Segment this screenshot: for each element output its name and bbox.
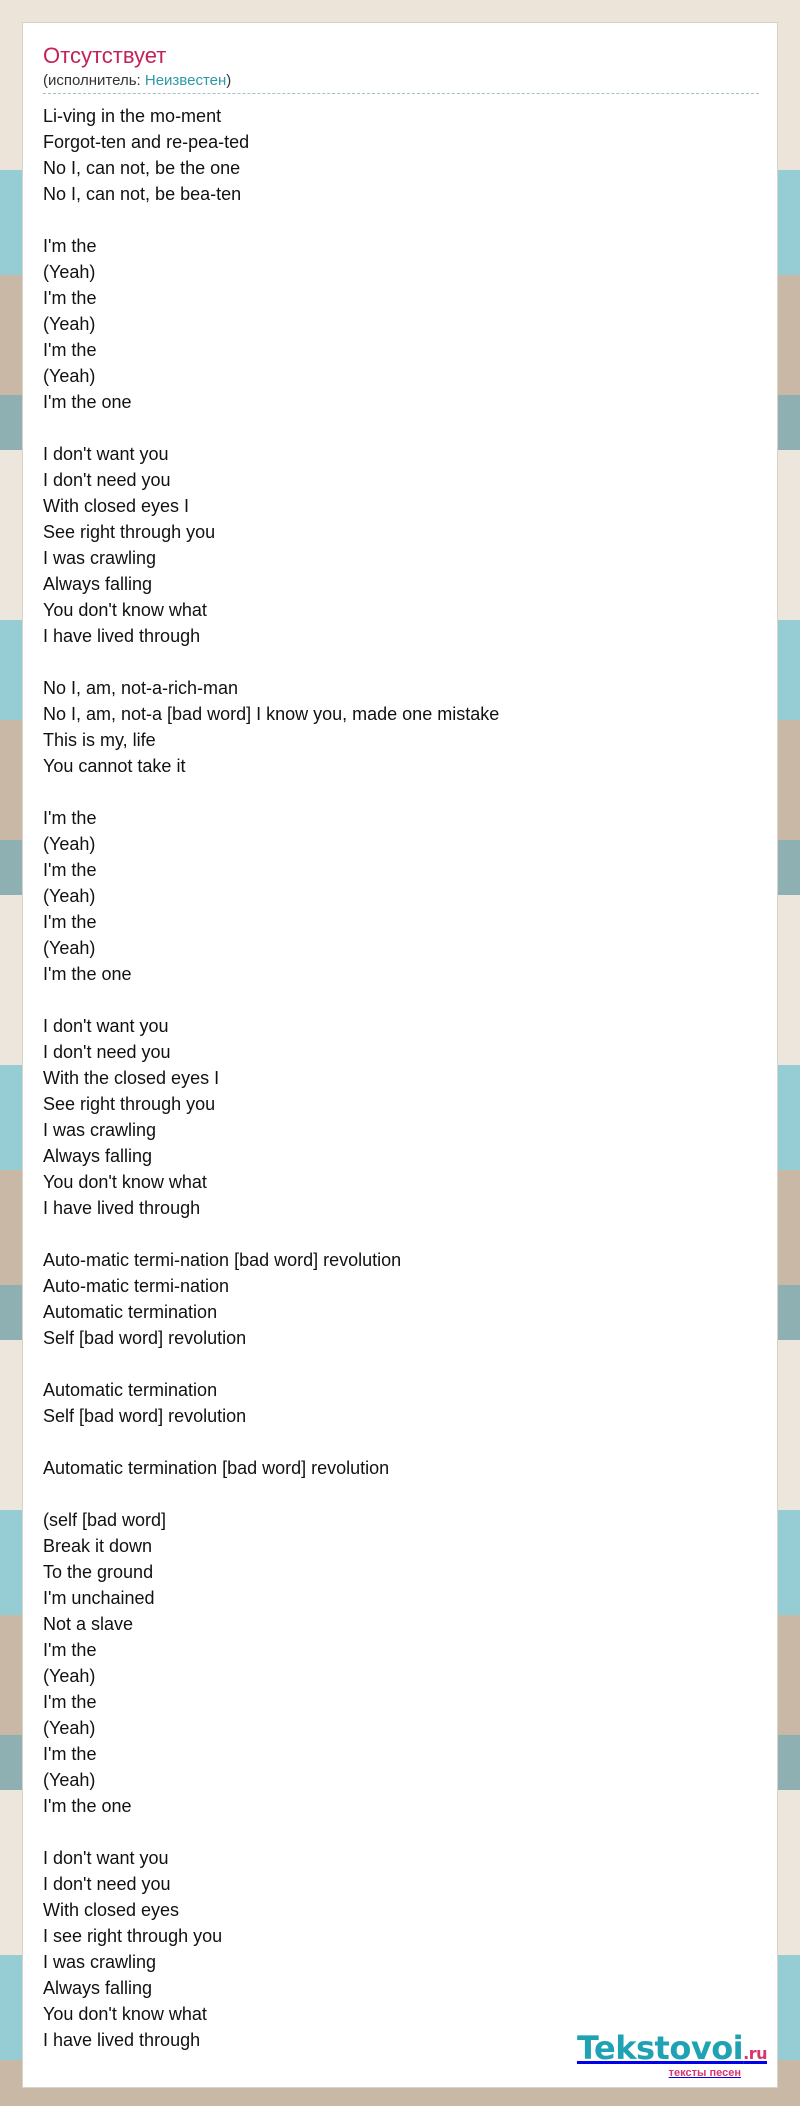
title-divider — [43, 93, 759, 94]
lyrics-line: I was crawling — [43, 548, 157, 568]
artist-suffix: ) — [226, 72, 232, 89]
logo-name: Tekstovoi — [576, 2029, 744, 2067]
lyrics-blank-line — [43, 1221, 743, 1247]
lyrics-line: (Yeah) — [43, 1666, 96, 1686]
lyrics-line: I was crawling — [43, 1120, 157, 1140]
lyrics-line: (Yeah) — [43, 314, 96, 334]
lyrics-text — [43, 103, 743, 2053]
lyrics-blank-line — [43, 207, 743, 233]
lyrics-line: Automatic termination — [43, 1302, 218, 1322]
lyrics-line: See right through you — [43, 1094, 216, 1114]
lyrics-line: To the ground — [43, 1562, 154, 1582]
lyrics-line: Always falling — [43, 1146, 153, 1166]
lyrics-line: I'm the — [43, 1744, 97, 1764]
lyrics-line: Auto-matic termi-nation [bad word] revolution — [43, 1250, 402, 1270]
lyrics-line: I have lived through — [43, 626, 201, 646]
song-title: Отсутствует — [43, 43, 167, 68]
lyrics-line: This is my, life — [43, 730, 156, 750]
lyrics-line: I'm the one — [43, 1796, 132, 1816]
lyrics-line: I don't need you — [43, 1874, 171, 1894]
lyrics-line: I'm the — [43, 288, 97, 308]
lyrics-line: I was crawling — [43, 1952, 157, 1972]
lyrics-blank-line — [43, 1351, 743, 1377]
lyrics-line: Always falling — [43, 1978, 153, 1998]
lyrics-line: No I, am, not-a [bad word] I know you, made one mistake — [43, 704, 500, 724]
lyrics-line: See right through you — [43, 522, 216, 542]
lyrics-line: Not a slave — [43, 1614, 134, 1634]
lyrics-line: (self [bad word] — [43, 1510, 167, 1530]
lyrics-line: I see right through you — [43, 1926, 223, 1946]
lyrics-line: You cannot take it — [43, 756, 186, 776]
lyrics-line: I'm the one — [43, 392, 132, 412]
lyrics-line: Li-ving in the mo-ment — [43, 106, 222, 126]
lyrics-line: I have lived through — [43, 2030, 201, 2050]
lyrics-line: (Yeah) — [43, 938, 96, 958]
lyrics-line: I don't want you — [43, 1016, 169, 1036]
lyrics-line: I'm the one — [43, 964, 132, 984]
lyrics-line: (Yeah) — [43, 366, 96, 386]
lyrics-line: I'm the — [43, 1640, 97, 1660]
lyrics-line: I'm the — [43, 1692, 97, 1712]
site-logo[interactable] — [577, 2031, 767, 2079]
lyrics-line: (Yeah) — [43, 834, 96, 854]
lyrics-card — [22, 22, 778, 2088]
lyrics-line: Break it down — [43, 1536, 153, 1556]
lyrics-line: Self [bad word] revolution — [43, 1406, 247, 1426]
logo-tagline: тексты песен — [668, 2067, 741, 2079]
artist-byline — [43, 72, 231, 90]
lyrics-line: You don't know what — [43, 2004, 207, 2024]
lyrics-blank-line — [43, 1481, 743, 1507]
lyrics-line: I'm the — [43, 912, 97, 932]
lyrics-line: With closed eyes I — [43, 496, 190, 516]
lyrics-line: No I, can not, be bea-ten — [43, 184, 242, 204]
lyrics-line: I don't need you — [43, 1042, 171, 1062]
lyrics-line: You don't know what — [43, 1172, 207, 1192]
lyrics-line: Automatic termination [bad word] revolution — [43, 1458, 390, 1478]
lyrics-line: I have lived through — [43, 1198, 201, 1218]
lyrics-line: I don't want you — [43, 444, 169, 464]
lyrics-line: No I, am, not-a-rich-man — [43, 678, 239, 698]
logo-tld: .ru — [743, 2044, 767, 2063]
lyrics-line: I'm the — [43, 860, 97, 880]
lyrics-blank-line — [43, 649, 743, 675]
lyrics-line: Automatic termination — [43, 1380, 218, 1400]
lyrics-line: I'm the — [43, 340, 97, 360]
lyrics-blank-line — [43, 1819, 743, 1845]
artist-link[interactable]: Неизвестен — [144, 72, 227, 89]
lyrics-line: I'm unchained — [43, 1588, 155, 1608]
lyrics-blank-line — [43, 1429, 743, 1455]
lyrics-line: (Yeah) — [43, 886, 96, 906]
lyrics-line: With closed eyes — [43, 1900, 180, 1920]
lyrics-line: I don't want you — [43, 1848, 169, 1868]
lyrics-line: I'm the — [43, 808, 97, 828]
lyrics-line: I'm the — [43, 236, 97, 256]
lyrics-line: Self [bad word] revolution — [43, 1328, 247, 1348]
lyrics-line: Always falling — [43, 574, 153, 594]
lyrics-line: No I, can not, be the one — [43, 158, 241, 178]
lyrics-line: (Yeah) — [43, 1770, 96, 1790]
lyrics-blank-line — [43, 987, 743, 1013]
lyrics-line: (Yeah) — [43, 1718, 96, 1738]
lyrics-line: I don't need you — [43, 470, 171, 490]
artist-prefix: (исполнитель: — [43, 72, 145, 89]
lyrics-line: You don't know what — [43, 600, 207, 620]
lyrics-line: (Yeah) — [43, 262, 96, 282]
lyrics-line: Forgot-ten and re-pea-ted — [43, 132, 250, 152]
lyrics-line: Auto-matic termi-nation — [43, 1276, 230, 1296]
lyrics-blank-line — [43, 779, 743, 805]
lyrics-line: With the closed eyes I — [43, 1068, 220, 1088]
lyrics-blank-line — [43, 415, 743, 441]
